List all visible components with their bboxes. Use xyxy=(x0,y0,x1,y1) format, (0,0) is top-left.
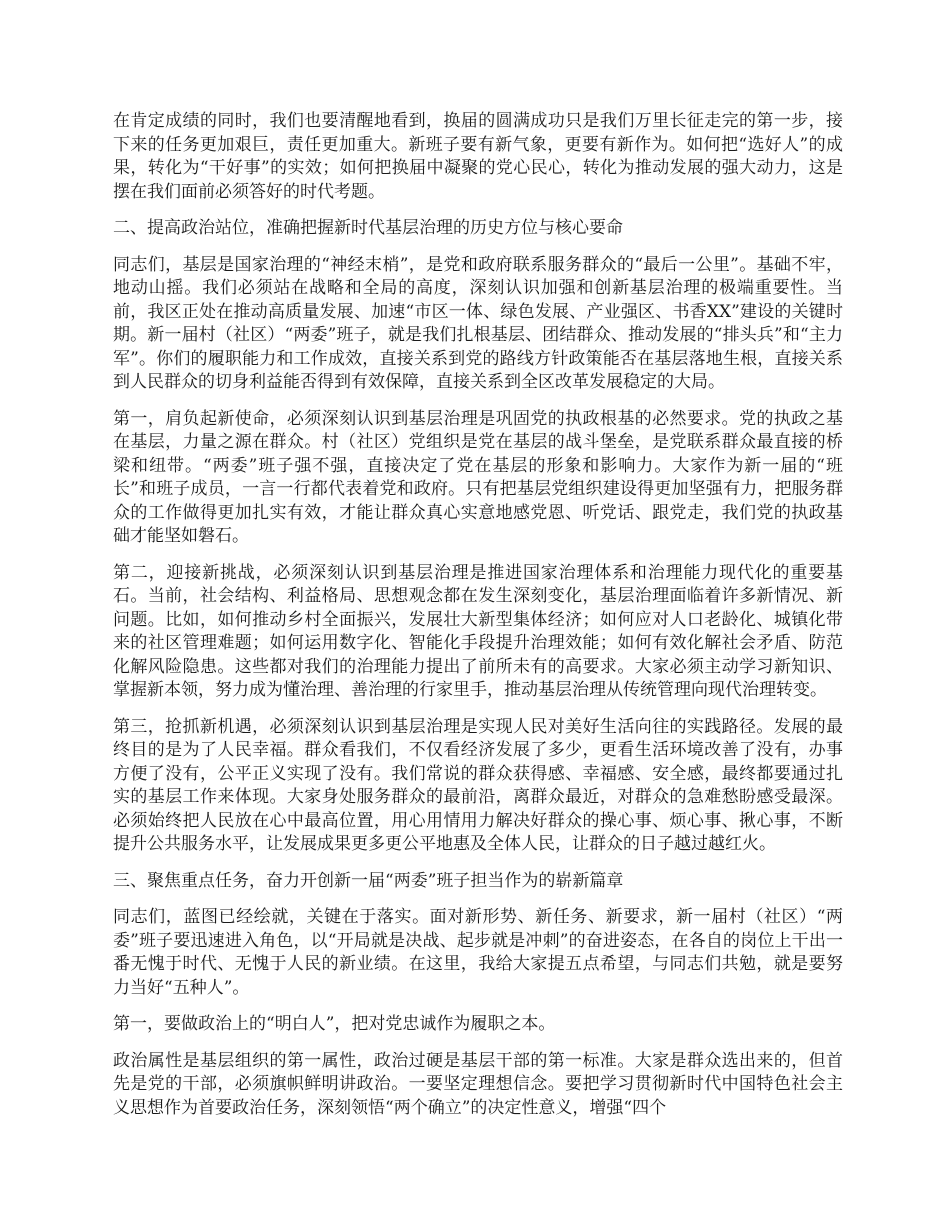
paragraph-intro: 在肯定成绩的同时，我们也要清醒地看到，换届的圆满成功只是我们万里长征走完的第一步，接下来的任务更加艰巨，责任更加重大。新班子要有新气象，更要有新作为。如何把“选好人”的成果，转化为“干好事”的实效；如何把换届中凝聚的党心民心，转化为推动发展的强大动力，这是摆在我们面前必须答好的时代考题。 xyxy=(113,111,843,202)
paragraph-grassroots: 同志们，基层是国家治理的“神经末梢”，是党和政府联系服务群众的“最后一公里”。基础不牢，地动山摇。我们必须站在战略和全局的高度，深刻认识加强和创新基层治理的极端重要性。当前，我区正处在推动高质量发展、加速“市区一体、绿色发展、产业强区、书香XX”建设的关键时期。新一届村（社区）“两委”班子，就是我们扎根基层、团结群众、推动发展的“排头兵”和“主力军”。你们的履职能力和工作成效，直接关系到党的路线方针政策能否在基层落地生根，直接关系到人民群众的切身利益能否得到有效保障，直接关系到全区改革发展稳定的大局。 xyxy=(113,254,843,392)
section-heading-2: 二、提高政治站位，准确把握新时代基层治理的历史方位与核心要命 xyxy=(113,218,623,238)
paragraph-political: 政治属性是基层组织的第一属性，政治过硬是基层干部的第一标准。大家是群众选出来的，但首先是党的干部，必须旗帜鲜明讲政治。一要坚定理想信念。要把学习贯彻新时代中国特色社会主义思想作为首要政治任务，深刻领悟“两个确立”的决定性意义，增强“四个 xyxy=(113,1050,843,1118)
paragraph-blueprint: 同志们，蓝图已经绘就，关键在于落实。面对新形势、新任务、新要求，新一届村（社区）“两委”班子要迅速进入角色，以“开局就是决战、起步就是冲刺”的奋进姿态，在各自的岗位上干出一番无愧于时代、无愧于人民的新业绩。在这里，我给大家提五点希望，与同志们共勉，就是要努力当好“五种人”。 xyxy=(113,907,843,998)
paragraph-first-mission: 第一，肩负起新使命，必须深刻认识到基层治理是巩固党的执政根基的必然要求。党的执政之基在基层，力量之源在群众。村（社区）党组织是党在基层的战斗堡垒，是党联系群众最直接的桥梁和纽带。“两委”班子强不强，直接决定了党在基层的形象和影响力。大家作为新一届的“班长”和班子成员，一言一行都代表着党和政府。只有把基层党组织建设得更加坚强有力，把服务群众的工作做得更加扎实有效，才能让群众真心实意地感党恩、听党话、跟党走，我们党的执政基础才能坚如磐石。 xyxy=(113,408,843,546)
section-heading-3: 三、聚焦重点任务，奋力开创新一届“两委”班子担当作为的崭新篇章 xyxy=(113,870,624,891)
paragraph-second-challenge: 第二，迎接新挑战，必须深刻认识到基层治理是推进国家治理体系和治理能力现代化的重要基石。当前，社会结构、利益格局、思想观念都在发生深刻变化，基层治理面临着许多新情况、新问题。比如，如何推动乡村全面振兴，发展壮大新型集体经济；如何应对人口老龄化、城镇化带来的社区管理难题；如何运用数字化、智能化手段提升治理效能；如何有效化解社会矛盾、防范化解风险隐患。这些都对我们的治理能力提出了前所未有的高要求。大家必须主动学习新知识、掌握新本领，努力成为懂治理、善治理的行家里手，推动基层治理从传统管理向现代治理转变。 xyxy=(113,562,843,700)
document-page xyxy=(113,110,843,1133)
subheading-first: 第一，要做政治上的“明白人”，把对党忠诚作为履职之本。 xyxy=(113,1014,556,1034)
paragraph-third-opportunity: 第三，抢抓新机遇，必须深刻认识到基层治理是实现人民对美好生活向往的实践路径。发展的最终目的是为了人民幸福。群众看我们，不仅看经济发展了多少，更看生活环境改善了没有，办事方便了没有，公平正义实现了没有。我们常说的群众获得感、幸福感、安全感，最终都要通过扎实的基层工作来体现。大家身处服务群众的最前沿，离群众最近，对群众的急难愁盼感受最深。必须始终把人民放在心中最高位置，用心用情用力解决好群众的操心事、烦心事、揪心事，不断提升公共服务水平，让发展成果更多更公平地惠及全体人民，让群众的日子越过越红火。 xyxy=(113,716,843,854)
